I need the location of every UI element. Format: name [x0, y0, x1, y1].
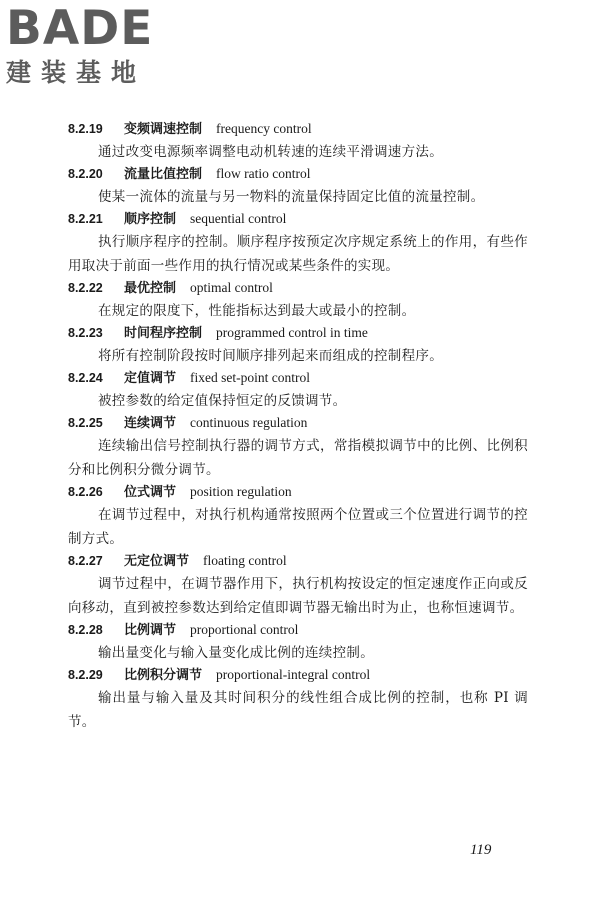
term-chinese: 顺序控制 [124, 212, 177, 227]
logo-subtitle: 建装基地 [6, 58, 147, 87]
term-definition: 通过改变电源频率调整电动机转速的连续平滑调速方法。 [98, 144, 443, 160]
term-english: floating control [203, 553, 287, 568]
glossary-entry [68, 119, 528, 164]
glossary-entry [68, 665, 528, 734]
entry-number: 8.2.29 [68, 668, 103, 682]
entry-number: 8.2.27 [68, 554, 103, 568]
entry-number: 8.2.28 [68, 623, 103, 637]
logo [6, 1, 176, 88]
entry-number: 8.2.26 [68, 485, 103, 499]
term-definition: 被控参数的给定值保持恒定的反馈调节。 [98, 393, 347, 409]
term-english: optimal control [190, 280, 273, 295]
glossary-entry [68, 413, 528, 482]
term-english: programmed control in time [216, 325, 368, 340]
term-chinese: 比例调节 [124, 623, 177, 638]
term-definition: 在规定的限度下，性能指标达到最大或最小的控制。 [98, 303, 416, 319]
term-english: position regulation [190, 484, 292, 499]
term-english: proportional-integral control [216, 667, 371, 682]
term-definition: 在调节过程中，对执行机构通常按照两个位置或三个位置进行调节的控制方式。 [68, 507, 528, 547]
glossary-entry [68, 278, 528, 323]
term-chinese: 连续调节 [124, 416, 177, 431]
term-definition: 输出量与输入量及其时间积分的线性组合成比例的控制，也称 PI 调节。 [68, 690, 528, 730]
term-definition: 使某一流体的流量与另一物料的流量保持固定比值的流量控制。 [98, 189, 485, 205]
term-english: frequency control [216, 121, 312, 136]
term-english: proportional control [190, 622, 299, 637]
entry-number: 8.2.23 [68, 326, 103, 340]
entry-number: 8.2.19 [68, 122, 103, 136]
term-definition: 连续输出信号控制执行器的调节方式，常指模拟调节中的比例、比例积分和比例积分微分调节。 [68, 438, 528, 478]
entry-number: 8.2.25 [68, 416, 103, 430]
glossary-entry [68, 620, 528, 665]
term-english: continuous regulation [190, 415, 308, 430]
term-chinese: 流量比值控制 [124, 167, 203, 182]
term-chinese: 最优控制 [124, 281, 177, 296]
glossary-entry [68, 551, 528, 620]
entry-number: 8.2.21 [68, 212, 103, 226]
term-chinese: 位式调节 [124, 485, 177, 500]
term-definition: 执行顺序程序的控制。顺序程序按预定次序规定系统上的作用，有些作用取决于前面一些作用的执行情况或某些条件的实现。 [68, 234, 528, 274]
entry-number: 8.2.22 [68, 281, 103, 295]
logo-wordmark: BADE [6, 1, 154, 56]
entry-number: 8.2.20 [68, 167, 103, 181]
glossary-entry [68, 368, 528, 413]
term-english: fixed set-point control [190, 370, 310, 385]
term-definition: 调节过程中，在调节器作用下，执行机构按设定的恒定速度作正向或反向移动，直到被控参数达到给定值即调节器无输出时为止，也称恒速调节。 [68, 576, 528, 616]
term-chinese: 变频调速控制 [124, 122, 203, 137]
term-definition: 将所有控制阶段按时间顺序排列起来而组成的控制程序。 [98, 348, 443, 364]
term-english: flow ratio control [216, 166, 311, 181]
term-chinese: 比例积分调节 [124, 668, 203, 683]
term-chinese: 定值调节 [124, 371, 177, 386]
term-definition: 输出量变化与输入量变化成比例的连续控制。 [98, 645, 374, 661]
glossary-entry [68, 482, 528, 551]
glossary-entry [68, 323, 528, 368]
term-english: sequential control [190, 211, 287, 226]
entry-number: 8.2.24 [68, 371, 103, 385]
term-chinese: 无定位调节 [124, 554, 190, 569]
glossary-entry [68, 209, 528, 278]
page-number: 119 [470, 842, 492, 858]
term-chinese: 时间程序控制 [124, 326, 203, 341]
glossary-entry [68, 164, 528, 209]
glossary-content [68, 119, 528, 734]
